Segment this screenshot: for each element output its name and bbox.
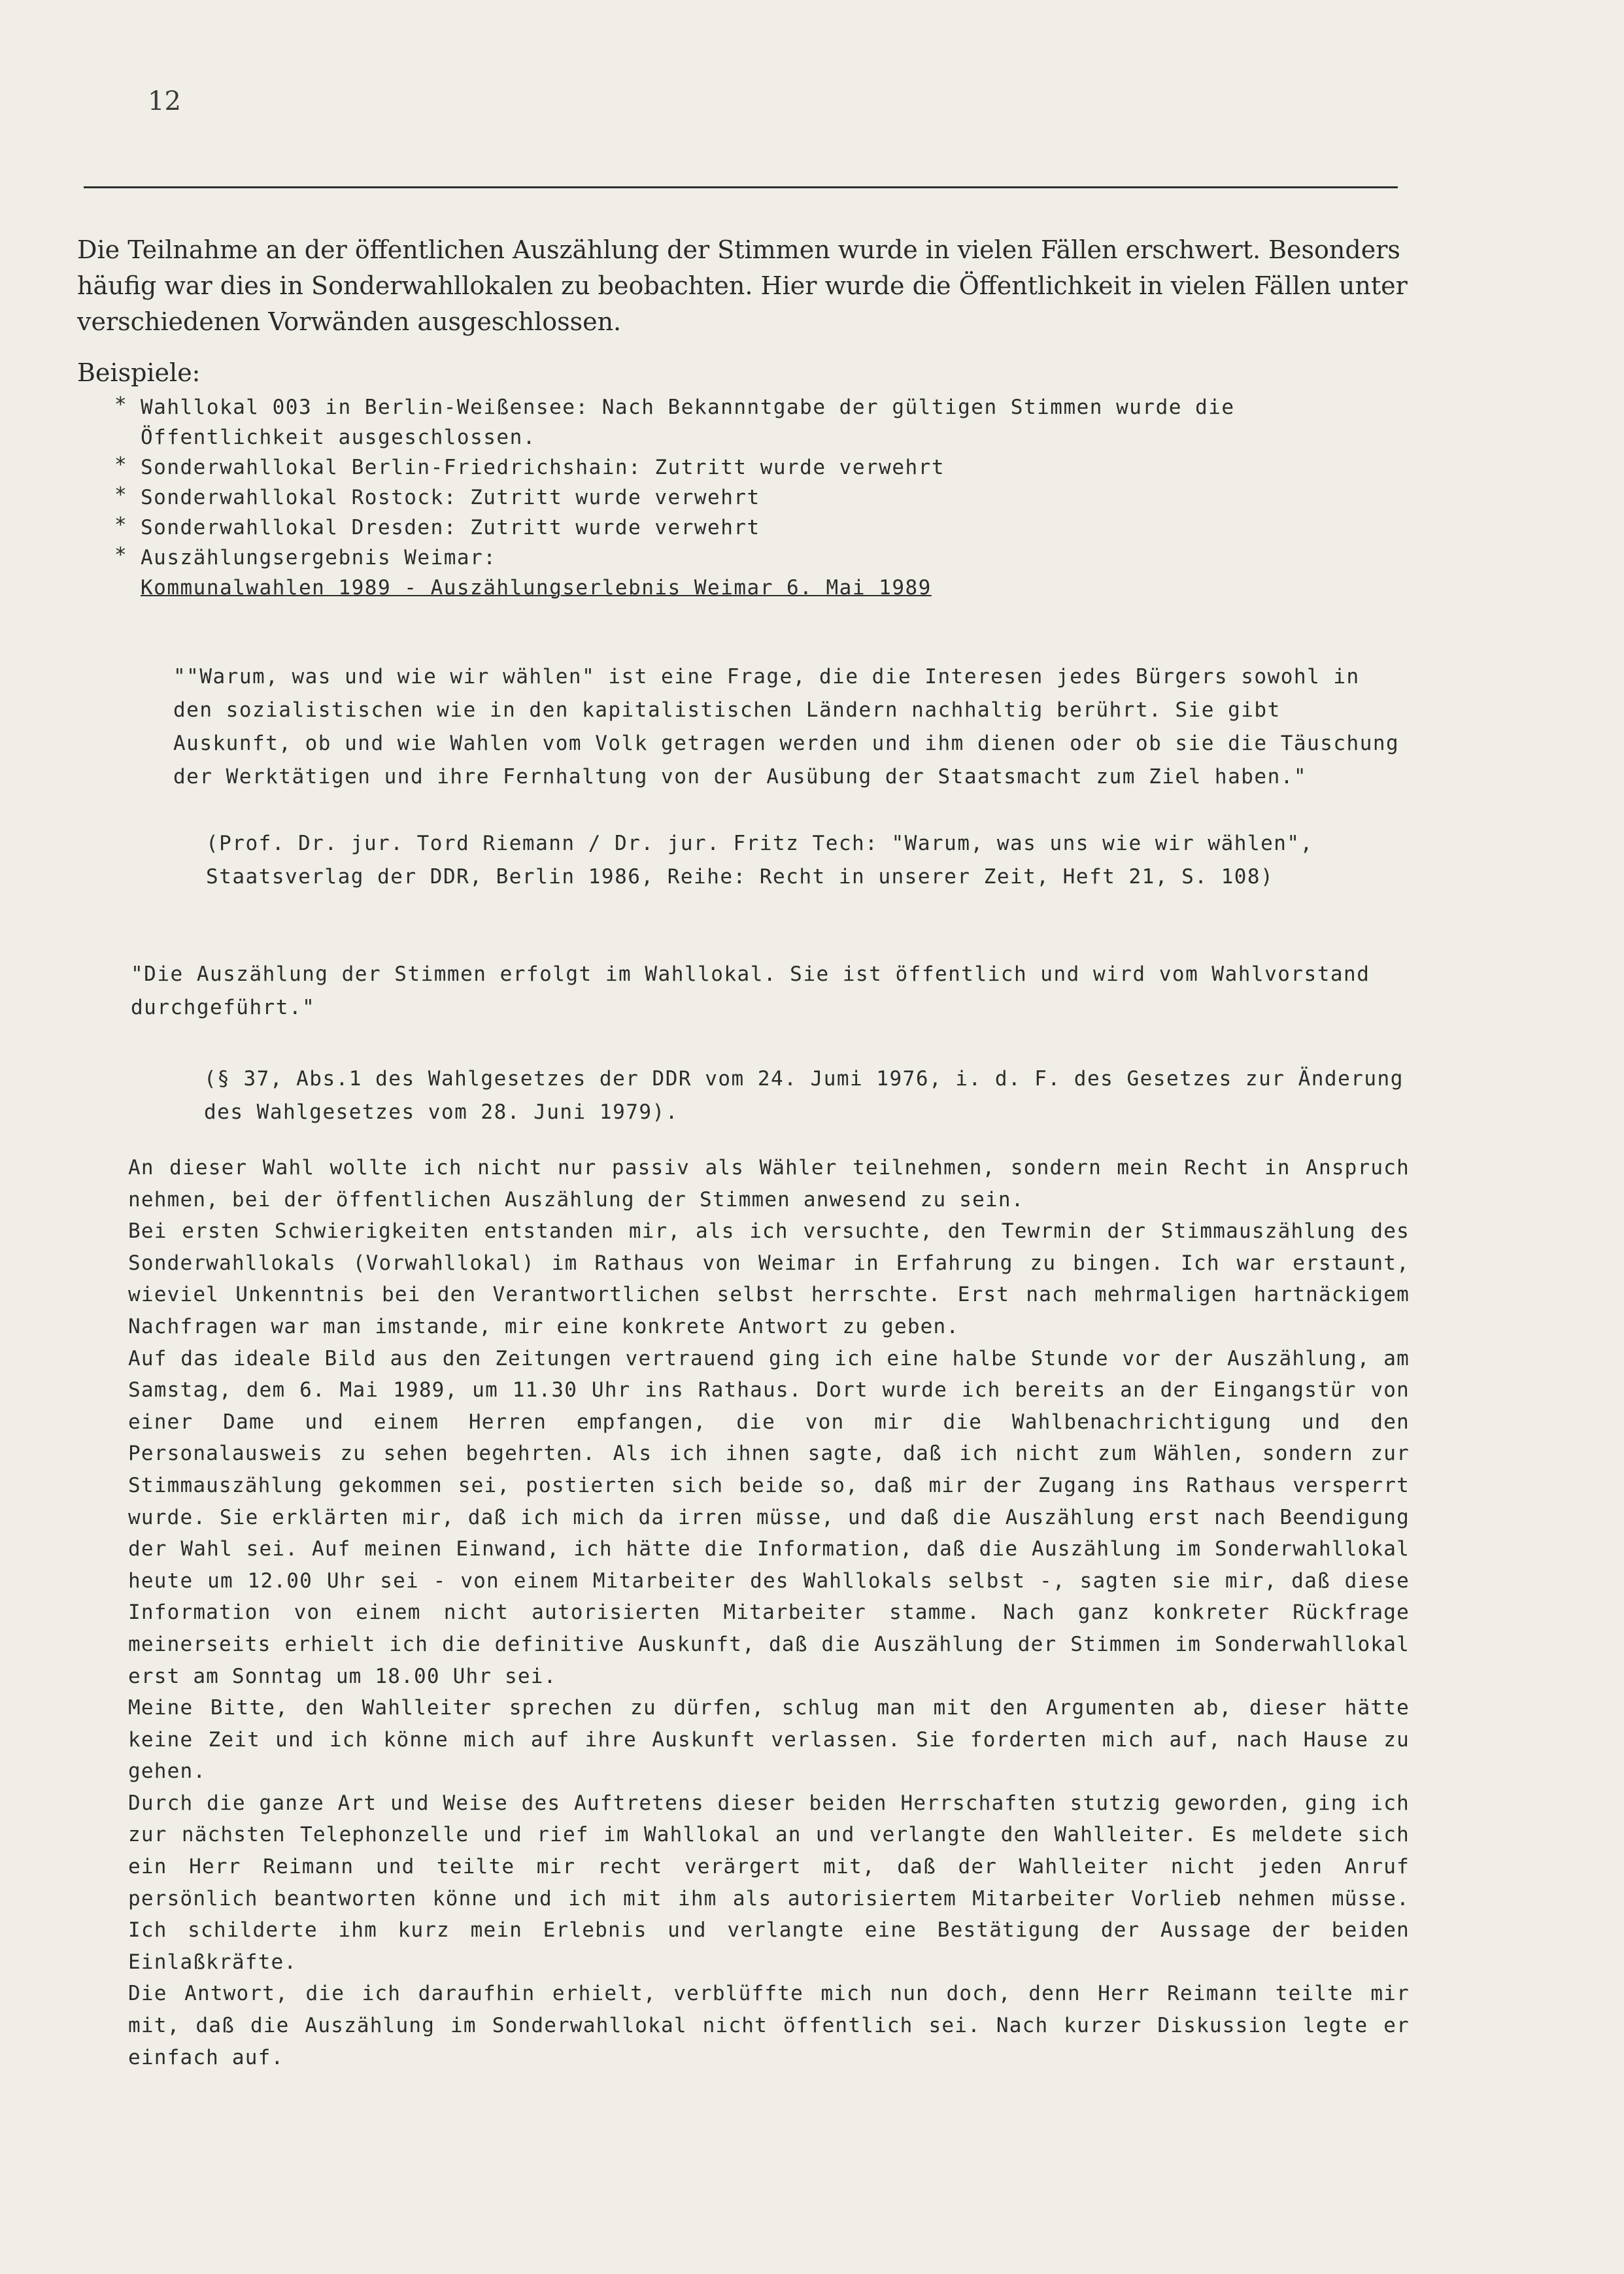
example-text: Sonderwahllokal Dresden: Zutritt wurde verwehrt [141, 516, 760, 539]
header-rule [84, 186, 1398, 188]
intro-text: Die Teilnahme an der öffentlichen Auszählung der Stimmen wurde in vielen Fällen erschwert. Besonders häufig war dies in Sonderwahllokalen zu beobachten. Hier wurde die Öffentlichkeit in vielen Fällen unter verschiedenen Vorwänden ausgeschlossen. [77, 235, 1408, 336]
narrative-paragraph: Meine Bitte, den Wahlleiter sprechen zu dürfen, schlug man mit den Argumenten ab, dieser hätte keine Zeit und ich könne mich auf ihre Auskunft verlassen. Sie forderten mich auf, nach Hause zu gehen. [128, 1696, 1410, 1784]
narrative-paragraph: Auf das ideale Bild aus den Zeitungen vertrauend ging ich eine halbe Stunde vor der Auszählung, am Samstag, dem 6. Mai 1989, um 11.30 Uhr ins Rathaus. Dort wurde ich bereits an der Eingangstür von einer Dame und einem Herren empfangen, die von mir die Wahlbenachrichtigung und den Personalausweis zu sehen begehrten. Als ich ihnen sagte, daß ich nicht zum Wählen, sondern zur Stimmauszählung gekommen sei, postierten sich beide so, daß mir der Zugang ins Rathaus versperrt wurde. Sie erklärten mir, daß ich mich da irren müsse, und daß die Auszählung erst nach Beendigung der Wahl sei. Auf meinen Einwand, ich hätte die Information, daß die Auszählung im Sonderwahllokal heute um 12.00 Uhr sei - von einem Mitarbeiter des Wahllokals selbst -, sagten sie mir, daß diese Information von einem nicht autorisierten Mitarbeiter stamme. Nach ganz konkreter Rückfrage meinerseits erhielt ich die definitive Auskunft, daß die Auszählung der Stimmen im Sonderwahllokal erst am Sonntag um 18.00 Uhr sei. [128, 1346, 1410, 1688]
citation-wahlgesetz: (§ 37, Abs.1 des Wahlgesetzes der DDR vom 24. Jumi 1976, i. d. F. des Gesetzes zur Änderung des Wahlgesetzes vom 28. Juni 1979). [204, 1067, 1404, 1124]
examples-label: Beispiele: [77, 358, 201, 387]
examples-list [114, 392, 1415, 603]
list-item [114, 452, 1415, 483]
page-number: 12 [148, 86, 181, 116]
narrative-body [128, 1152, 1410, 2073]
intro-paragraph [77, 232, 1411, 340]
narrative-paragraph: Die Antwort, die ich daraufhin erhielt, verblüffte mich nun doch, denn Herr Reimann teilte mir mit, daß die Auszählung im Sonderwahllokal nicht öffentlich sei. Nach kurzer Diskussion legte er einfach auf. [128, 1982, 1410, 2069]
list-item [114, 543, 1415, 603]
example-text: Sonderwahllokal Berlin-Friedrichshain: Zutritt wurde verwehrt [141, 456, 945, 479]
example-text: Sonderwahllokal Rostock: Zutritt wurde verwehrt [141, 486, 760, 509]
report-title: Kommunalwahlen 1989 - Auszählungserlebnis Weimar 6. Mai 1989 [141, 576, 932, 600]
list-item [114, 483, 1415, 513]
quote-wahlgesetz: "Die Auszählung der Stimmen erfolgt im Wahllokal. Sie ist öffentlich und wird vom Wahlvorstand durchgeführt." [131, 962, 1370, 1019]
example-text: Auszählungsergebnis Weimar: [141, 546, 497, 569]
quote-warum: ""Warum, was und wie wir wählen" ist eine Frage, die die Interesen jedes Bürgers sowohl in den sozialistischen wie in den kapitalistischen Ländern nachhaltig berührt. Sie gibt Auskunft, ob und wie Wahlen vom Volk getragen werden und ihm dienen oder ob sie die Täuschung der Werktätigen und ihre Fernhaltung von der Ausübung der Staatsmacht zum Ziel haben." [173, 665, 1400, 789]
narrative-paragraph: Bei ersten Schwierigkeiten entstanden mir, als ich versuchte, den Tewrmin der Stimmauszählung des Sonderwahllokals (Vorwahllokal) im Rathaus von Weimar in Erfahrung zu bingen. Ich war erstaunt, wieviel Unkenntnis bei den Verantwortlichen selbst herrschte. Erst nach mehrmaligen hartnäckigem Nachfragen war man imstande, mir eine konkrete Antwort zu geben. [128, 1219, 1410, 1338]
narrative-paragraph: An dieser Wahl wollte ich nicht nur passiv als Wähler teilnehmen, sondern mein Recht in Anspruch nehmen, bei der öffentlichen Auszählung der Stimmen anwesend zu sein. [128, 1156, 1410, 1212]
narrative-paragraph: Durch die ganze Art und Weise des Auftretens dieser beiden Herrschaften stutzig geworden, ging ich zur nächsten Telephonzelle und rief im Wahllokal an und verlangte den Wahlleiter. Es meldete sich ein Herr Reimann und teilte mir recht verärgert mit, daß der Wahlleiter nicht jeden Anruf persönlich beantworten könne und ich mit ihm als autorisiertem Mitarbeiter Vorlieb nehmen müsse. Ich schilderte ihm kurz mein Erlebnis und verlangte eine Bestätigung der Aussage der beiden Einlaßkräfte. [128, 1791, 1410, 1974]
list-item [114, 513, 1415, 543]
list-item [114, 392, 1415, 452]
citation-riemann-tech: (Prof. Dr. jur. Tord Riemann / Dr. jur. Fritz Tech: "Warum, was uns wie wir wählen", Staatsverlag der DDR, Berlin 1986, Reihe: Recht in unserer Zeit, Heft 21, S. 108) [206, 832, 1313, 889]
example-text: Wahllokal 003 in Berlin-Weißensee: Nach Bekannntgabe der gültigen Stimmen wurde die Öffentlichkeit ausgeschlossen. [141, 396, 1235, 449]
